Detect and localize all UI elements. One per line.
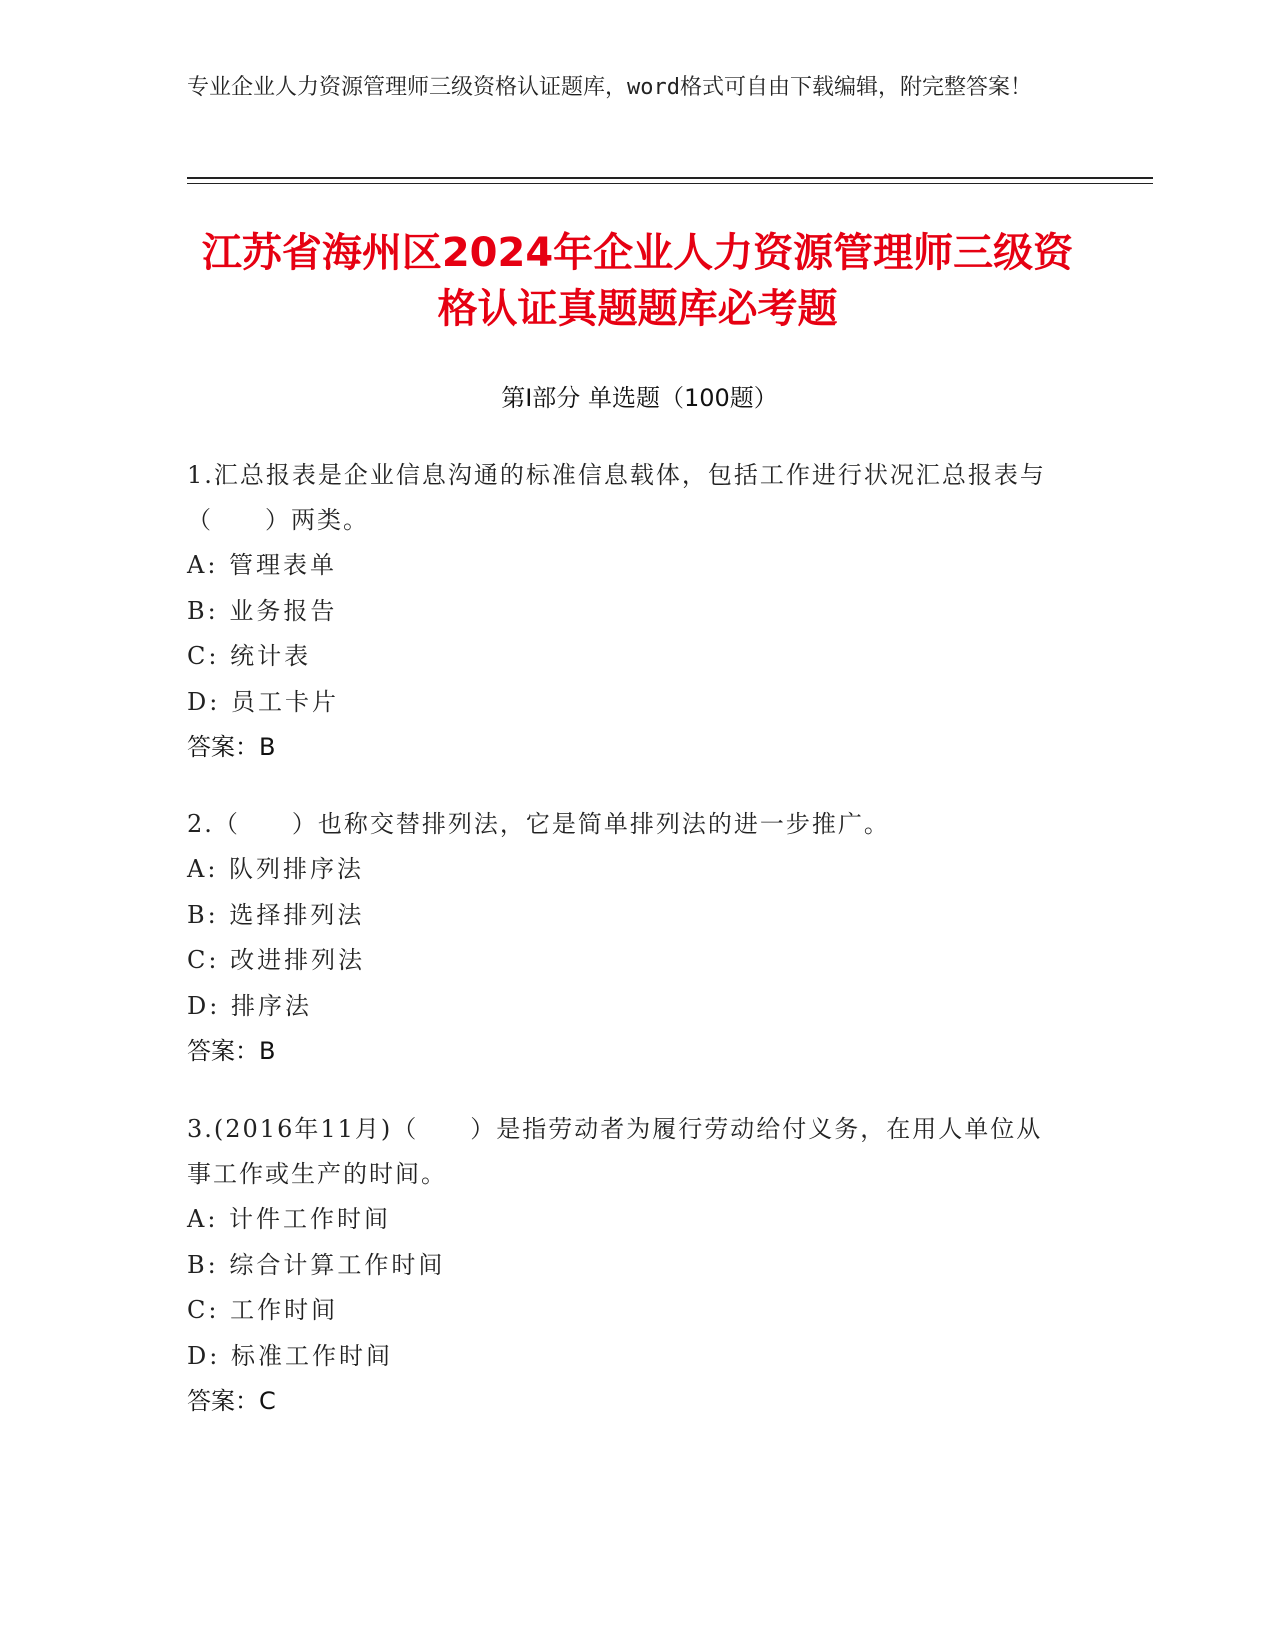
option-c: C: 改进排列法 — [187, 946, 366, 974]
option-a: A: 队列排序法 — [187, 855, 365, 883]
option-b: B: 业务报告 — [187, 596, 338, 625]
question-3 — [187, 1107, 1067, 1425]
question-stem: 1.汇总报表是企业信息沟通的标准信息载体，包括工作进行状况汇总报表与（ ）两类。 — [187, 461, 1046, 534]
option-a: A: 计件工作时间 — [187, 1205, 392, 1233]
option-c: C: 统计表 — [187, 642, 312, 670]
option-c: C: 工作时间 — [187, 1296, 339, 1324]
question-stem: 3.(2016年11月)（ ）是指劳动者为履行劳动给付义务，在用人单位从事工作或生产的时间。 — [187, 1115, 1043, 1188]
header-divider-thick — [187, 177, 1153, 179]
option-d: D: 员工卡片 — [187, 687, 339, 716]
section-heading: 第I部分 单选题（100题） — [501, 384, 778, 412]
option-d: D: 排序法 — [187, 991, 312, 1020]
option-b: B: 选择排列法 — [187, 900, 365, 929]
header-note: 专业企业人力资源管理师三级资格认证题库，word格式可自由下载编辑，附完整答案！ — [187, 75, 1032, 100]
option-b: B: 综合计算工作时间 — [187, 1250, 446, 1279]
answer: 答案：B — [187, 733, 276, 761]
header-divider-thin — [187, 183, 1153, 184]
question-stem: 2.（ ）也称交替排列法，它是简单排列法的进一步推广。 — [187, 810, 890, 838]
question-2 — [187, 802, 1067, 1075]
question-1 — [187, 453, 1067, 771]
answer: 答案：C — [187, 1387, 276, 1415]
document-title: 江苏省海州区2024年企业人力资源管理师三级资格认证真题题库必考题 — [201, 230, 1074, 332]
option-a: A: 管理表单 — [187, 551, 338, 579]
option-d: D: 标准工作时间 — [187, 1341, 393, 1370]
answer: 答案：B — [187, 1037, 276, 1065]
